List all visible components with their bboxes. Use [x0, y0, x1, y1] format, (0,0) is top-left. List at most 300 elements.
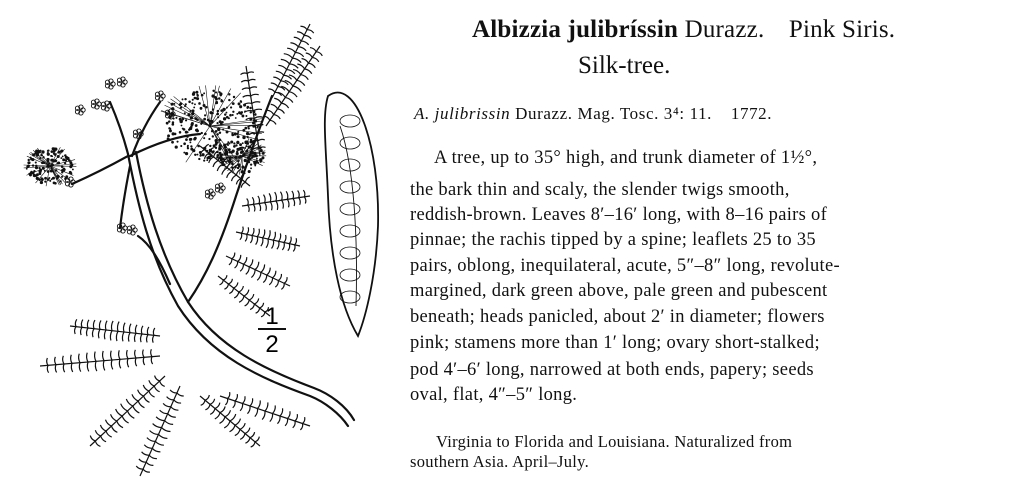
leaflet: [257, 229, 259, 237]
leaflet: [250, 87, 258, 89]
leaflet: [122, 332, 124, 341]
leaflet: [238, 255, 241, 262]
leaflet: [127, 350, 128, 359]
leaflet: [282, 200, 284, 208]
leaflet: [299, 198, 301, 205]
leaflet: [258, 400, 261, 408]
leaflet: [79, 363, 80, 372]
leaflet: [232, 253, 235, 259]
leaflet: [259, 204, 261, 212]
flower-bud: [91, 99, 101, 109]
leaflet: [270, 202, 272, 210]
range-line: Virginia to Florida and Louisiana. Naturalized from: [436, 432, 793, 451]
flower-bud: [127, 225, 137, 235]
leaflet: [174, 400, 181, 403]
leaflet: [316, 52, 322, 56]
leaflet: [103, 351, 104, 361]
peduncle-stem: [72, 156, 128, 184]
leaflet: [95, 352, 96, 362]
leaflet: [222, 168, 227, 175]
leaflet: [257, 272, 261, 280]
leaflet: [280, 192, 282, 200]
leaflet: [289, 237, 291, 244]
leaflet: [276, 201, 278, 210]
leaflet: [297, 80, 305, 85]
leaflet: [312, 57, 319, 61]
leaflet: [278, 109, 285, 114]
common-name: Pink Siris.: [788, 16, 896, 43]
leaflet: [270, 414, 273, 422]
leaflet: [305, 69, 312, 74]
peduncle-stem: [120, 166, 130, 228]
leaflet: [280, 408, 283, 416]
leaflet: [256, 237, 258, 245]
leaflet: [245, 177, 249, 182]
leaflet: [288, 411, 291, 418]
leaflet: [81, 327, 82, 335]
leaflet: [265, 203, 267, 211]
leaflet: [95, 430, 100, 436]
description-line: pink; stamens more than 1′ long; ovary short-stalked;: [410, 333, 820, 353]
leaflet: [217, 164, 222, 171]
leaflet: [111, 360, 112, 369]
leaflet: [286, 191, 288, 199]
leaflet: [303, 417, 305, 423]
leaflet: [232, 175, 237, 181]
leaflet: [150, 430, 159, 434]
leaflet: [220, 406, 225, 412]
leaflet: [228, 392, 230, 398]
leaflet: [205, 395, 209, 400]
leaflet: [210, 399, 215, 405]
leaflet: [281, 86, 289, 91]
leaflet: [87, 362, 88, 371]
leaflet: [117, 322, 119, 332]
leaflet: [277, 416, 280, 424]
leaflet: [98, 329, 100, 338]
leaflet: [111, 414, 117, 421]
leaflet: [99, 320, 101, 329]
leaflet: [154, 386, 159, 392]
leaflet: [239, 296, 244, 302]
leaflet: [263, 275, 267, 282]
leaflet: [301, 41, 308, 45]
leaflet: [272, 240, 274, 248]
leaflet: [143, 350, 144, 358]
leaflet: [116, 409, 123, 416]
leaflet: [282, 243, 284, 250]
leaflet: [132, 394, 138, 401]
leaflet: [264, 116, 270, 120]
leaflet: [229, 288, 233, 294]
leaflet: [261, 264, 265, 272]
leaflet: [147, 438, 156, 442]
leaflet: [95, 441, 100, 446]
leaflet: [143, 357, 144, 365]
synonym-year: 1772.: [730, 104, 773, 123]
leaflet: [275, 192, 277, 201]
pinna-rachis: [70, 326, 160, 336]
leaflet: [90, 436, 95, 441]
leaflet: [310, 48, 316, 52]
leaflet: [223, 275, 227, 280]
leaflet: [307, 30, 314, 33]
leaflet: [111, 426, 117, 432]
leaflet: [274, 115, 281, 119]
leaflet: [87, 328, 88, 336]
leaflet: [306, 53, 313, 57]
leaflet: [233, 401, 235, 408]
leaflet: [253, 204, 255, 211]
leaflet: [135, 325, 137, 334]
leaflet: [230, 414, 236, 421]
leaflet: [126, 399, 133, 406]
leaflet: [261, 238, 263, 246]
leaflet: [117, 421, 123, 428]
leaflet: [201, 400, 205, 405]
leaflet: [273, 271, 276, 278]
leaflet: [281, 283, 284, 289]
leaflet: [240, 73, 247, 75]
leaflet: [251, 270, 255, 278]
leaflet: [297, 32, 304, 36]
leaflet: [105, 420, 111, 426]
leaflet: [248, 79, 255, 81]
leaflet: [245, 438, 250, 444]
leaflet: [240, 264, 243, 271]
leaflet: [55, 365, 56, 373]
leaflet: [250, 432, 255, 438]
leaflet: [279, 233, 281, 241]
leaflet: [219, 280, 223, 285]
branch-stem: [138, 236, 170, 284]
leaflet: [245, 300, 250, 306]
leaflet: [289, 92, 297, 97]
leaflet: [251, 442, 255, 447]
leaflet: [267, 110, 274, 114]
flower-bud: [205, 189, 215, 199]
description-line: reddish-brown. Leaves 8′–16′ long, with 8–16 pairs of: [410, 205, 828, 225]
leaflet: [235, 429, 240, 435]
common-name-alt: Silk-tree.: [578, 52, 671, 79]
leaflet: [156, 417, 165, 421]
leaflet: [281, 103, 288, 108]
leaflet: [177, 393, 184, 396]
leaflet: [167, 397, 174, 400]
leaflet: [141, 334, 142, 342]
leaflet: [252, 102, 260, 104]
leaflet: [71, 355, 72, 364]
leaflet: [270, 120, 276, 124]
leaflet: [235, 261, 238, 268]
leaflet: [229, 259, 232, 265]
leaflet: [250, 398, 253, 406]
leaflet: [101, 436, 106, 442]
leaflet: [234, 292, 239, 298]
author-name: Durazz.: [684, 16, 765, 43]
leaflet: [121, 404, 128, 411]
leaflet: [247, 227, 249, 234]
leaflet: [244, 290, 249, 296]
leaflet: [263, 195, 265, 203]
leaflet: [267, 268, 271, 275]
flower-head: [24, 147, 77, 186]
leaflet: [295, 52, 303, 56]
leaflet: [160, 381, 165, 386]
leaflet: [144, 396, 150, 402]
peduncle-stem: [110, 102, 128, 154]
leaflet: [295, 238, 297, 245]
leaflet: [241, 182, 245, 187]
leaflet: [292, 58, 301, 62]
leaflet: [249, 294, 254, 300]
leaflet: [255, 409, 258, 417]
description-line: pinnae; the rachis tipped by a spine; leaflets 25 to 35: [410, 230, 816, 250]
leaflet: [116, 331, 118, 341]
leaflet: [271, 104, 278, 109]
leaflet: [224, 421, 230, 428]
leaflet: [245, 234, 247, 241]
leaflet: [285, 419, 288, 426]
leaflet: [255, 437, 259, 442]
leaflet: [127, 359, 128, 368]
leaflet: [292, 191, 294, 199]
leaflet: [81, 320, 82, 328]
leaflet: [133, 406, 140, 413]
leaflet: [155, 441, 164, 445]
description-line: beneath; heads panicled, about 2′ in diameter; flowers: [410, 307, 825, 327]
leaflet: [220, 417, 225, 424]
leaflet: [300, 424, 302, 430]
leaflet: [87, 353, 88, 362]
leaflet: [135, 358, 136, 366]
leaflet: [285, 97, 293, 102]
leaflet: [47, 358, 48, 365]
leaflet: [151, 349, 152, 356]
leaflet: [63, 364, 64, 372]
leaflet: [234, 282, 238, 288]
species-text-column: [410, 0, 1015, 496]
leaflet: [227, 171, 232, 177]
leaflet: [240, 423, 245, 429]
leaflet: [294, 37, 301, 41]
leaflet: [224, 284, 228, 289]
leaflet: [123, 323, 125, 332]
leaflet: [293, 199, 295, 207]
leaflet: [243, 96, 251, 98]
leaflet: [266, 239, 268, 248]
leaflet: [136, 466, 143, 469]
plant-illustration: [10, 6, 402, 490]
leaflet: [290, 43, 298, 47]
leaflet: [303, 190, 305, 197]
leaflet: [269, 193, 271, 201]
leaflet: [171, 407, 179, 410]
flower-bud: [215, 183, 225, 193]
leaflet: [249, 259, 253, 266]
leaflet: [170, 390, 177, 393]
flower-bud: [155, 91, 165, 101]
plant-drawing-svg: [10, 6, 402, 490]
leaflet: [215, 413, 220, 419]
leaflet: [153, 328, 154, 335]
leaflet: [111, 321, 113, 331]
leaflet: [135, 350, 136, 358]
leaflet: [256, 308, 260, 313]
leaflet: [261, 312, 265, 317]
leaflet: [247, 198, 249, 205]
leaflet: [143, 385, 149, 391]
leaflet: [295, 414, 297, 421]
leaflet: [304, 35, 311, 39]
leaflet: [293, 421, 295, 428]
leaflet: [103, 361, 104, 371]
leaflet: [75, 319, 76, 326]
leaflet: [273, 232, 275, 240]
leaflet: [149, 380, 154, 386]
species-heading: [472, 16, 895, 44]
description-line: pod 4′–6′ long, narrowed at both ends, papery; seeds: [410, 360, 814, 380]
leaflet: [255, 262, 259, 270]
leaflet: [147, 327, 148, 335]
leaflet: [271, 83, 278, 87]
scale-mark: [258, 303, 286, 358]
leaflet: [250, 236, 252, 243]
synonym-name: A. julibrissin: [414, 104, 511, 123]
leaflet: [158, 434, 167, 438]
leaflet: [252, 228, 254, 235]
leaflet: [119, 359, 120, 368]
flower-bud: [75, 105, 85, 115]
leaflet: [92, 329, 94, 338]
leaflet: [128, 333, 130, 342]
leaflet: [265, 402, 268, 411]
leaflet: [249, 133, 257, 135]
leaflet: [298, 191, 300, 198]
synonym-citation: [414, 104, 772, 124]
leaflet: [258, 196, 260, 204]
leaflet: [274, 98, 281, 103]
leaflet: [144, 445, 152, 449]
leaflet: [149, 455, 157, 458]
leaflet: [241, 227, 243, 234]
leaflet: [147, 335, 148, 343]
leaflet: [284, 54, 293, 58]
leaflet: [268, 230, 270, 239]
leaflet: [262, 411, 265, 420]
leaflet: [308, 63, 315, 68]
leaflet: [205, 404, 210, 410]
leaflet: [240, 233, 242, 240]
leaflet: [247, 72, 254, 74]
leaflet: [269, 278, 272, 285]
leaflet: [152, 448, 160, 452]
leaflet: [213, 161, 218, 167]
leaflet: [252, 197, 254, 204]
flower-bud: [65, 177, 75, 187]
leaflet: [288, 244, 290, 251]
leaflet: [47, 365, 48, 372]
leaflet: [168, 414, 176, 418]
leaflet: [248, 205, 250, 212]
leaflet: [239, 286, 244, 292]
leaflet: [243, 257, 246, 264]
leaflet: [146, 462, 153, 465]
branch-stem: [128, 154, 348, 426]
leaflet: [210, 409, 215, 415]
leaflet: [275, 281, 278, 288]
leaflet: [263, 229, 265, 237]
leaflet: [95, 361, 96, 371]
leaflet: [284, 277, 287, 283]
scale-denominator: 2: [265, 331, 279, 358]
leaflet: [93, 320, 95, 329]
leaflet: [228, 279, 232, 284]
leaflet: [235, 419, 240, 426]
leaflet: [287, 48, 295, 52]
leaflet: [105, 321, 107, 330]
scale-numerator: 1: [265, 303, 279, 330]
leaflet: [287, 199, 289, 207]
leaflet: [300, 26, 307, 29]
leaflet: [245, 428, 250, 434]
flower-bud: [117, 223, 127, 233]
scientific-name: Albizzia julibríssin: [472, 16, 679, 43]
leaflet: [302, 59, 309, 64]
pinna-rachis: [226, 256, 290, 286]
leaflet: [242, 88, 250, 90]
leaflet: [236, 169, 241, 175]
leaflet: [293, 86, 301, 92]
leaflet: [75, 327, 76, 334]
leaflet: [240, 434, 245, 440]
leaflet: [290, 64, 299, 68]
leaflet: [111, 351, 112, 360]
leaflet: [240, 404, 243, 411]
leaflet: [235, 394, 237, 401]
leaflet: [247, 406, 250, 414]
leaflet: [293, 245, 295, 252]
range-line: southern Asia. April–July.: [410, 452, 590, 471]
leaflet: [79, 354, 80, 363]
leaflet: [122, 416, 129, 423]
leaflet: [106, 431, 112, 437]
leaflet: [301, 75, 309, 80]
leaflet: [155, 376, 160, 381]
leaflet: [163, 403, 171, 406]
leaflet: [241, 80, 248, 82]
leaflet: [134, 333, 136, 342]
flower-bud: [117, 77, 127, 87]
leaflet: [153, 335, 154, 342]
leaflet: [55, 357, 56, 365]
leaflet: [143, 469, 150, 472]
leaflet: [142, 452, 150, 455]
description-line: A tree, up to 35° high, and trunk diameter of 1½°,: [434, 148, 818, 168]
leaflet: [71, 363, 72, 372]
description-line: the bark thin and scaly, the slender twigs smooth,: [410, 180, 790, 200]
leaflet: [246, 267, 250, 274]
leaflet: [225, 399, 227, 405]
leaflet: [278, 65, 286, 69]
leaflet: [268, 89, 275, 92]
leaflet: [284, 235, 286, 242]
leaflet: [260, 303, 264, 308]
leaflet: [215, 403, 220, 409]
leaflet: [298, 47, 306, 51]
leaflet: [87, 320, 88, 328]
leaflet: [119, 350, 120, 359]
